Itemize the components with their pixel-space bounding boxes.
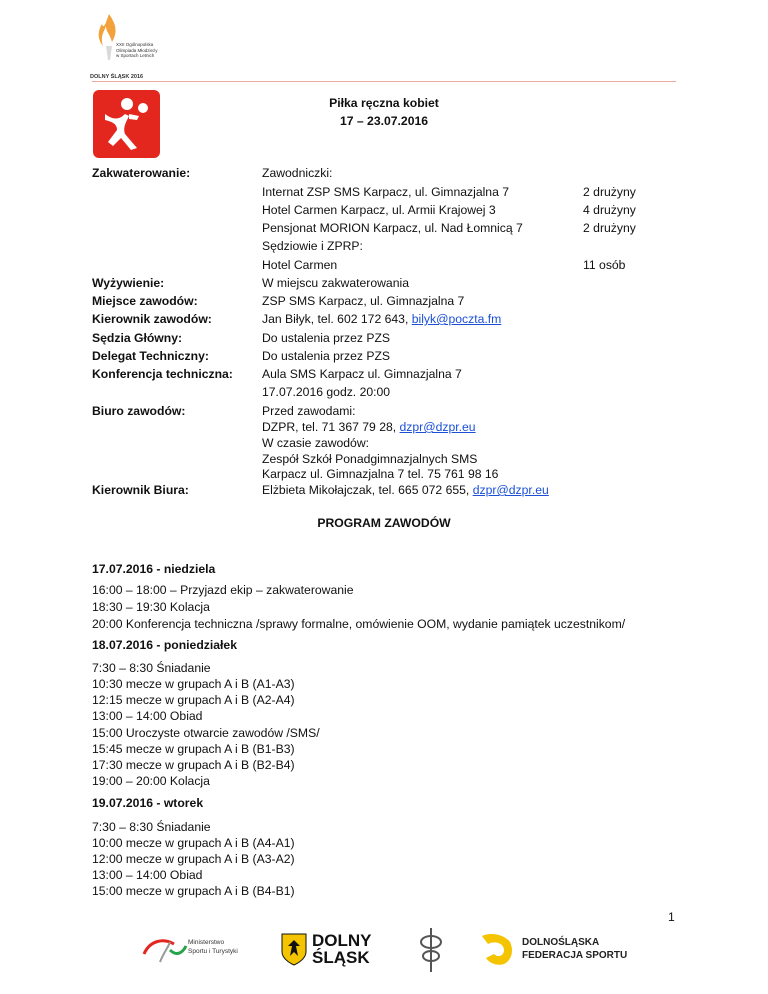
label-zakwaterowanie: Zakwaterowanie: (92, 166, 191, 180)
label-miejsce: Miejsce zawodów: (92, 294, 198, 308)
kierownik-text: Jan Biłyk, tel. 602 172 643, (262, 312, 412, 326)
sedziowie-heading: Sędziowie i ZPRP: (262, 239, 363, 253)
value-biuro-5: Karpacz ul. Gimnazjalna 7 tel. 75 761 98 16 (262, 467, 499, 481)
value-miejsce: ZSP SMS Karpacz, ul. Gimnazjalna 7 (262, 294, 465, 308)
value-konferencja-1: Aula SMS Karpacz ul. Gimnazjalna 7 (262, 367, 462, 381)
value-wyzywienie: W miejscu zakwaterowania (262, 276, 409, 290)
eagle-shield-icon (280, 932, 308, 966)
label-delegat: Delegat Techniczny: (92, 349, 209, 363)
label-konferencja: Konferencja techniczna: (92, 367, 233, 381)
lodging-place-2: Hotel Carmen Karpacz, ul. Armii Krajowej 3 (262, 203, 496, 217)
lodging-count-1: 2 drużyny (583, 185, 636, 199)
kier-biura-text: Elżbieta Mikołajczak, tel. 665 072 655, (262, 483, 473, 497)
federacja-mark-icon (478, 930, 516, 968)
federation-emblem-icon (416, 926, 446, 974)
day-3-date: 19.07.2016 - wtorek (92, 796, 204, 810)
value-kierownik (262, 312, 501, 326)
day-3-item: 7:30 – 8:30 Śniadanie (92, 820, 211, 834)
value-biuro-2 (262, 420, 476, 434)
lodging-place-3: Pensjonat MORION Karpacz, ul. Nad Łomnicą 7 (262, 221, 523, 235)
day-2-item: 15:45 mecze w grupach A i B (B1-B3) (92, 742, 295, 756)
lodging-count-3: 2 drużyny (583, 221, 636, 235)
logo-line-3: w Sportach Letnich (116, 53, 155, 58)
federacja-logo (478, 928, 648, 970)
logo-line-2: Olimpiada Młodzieży (116, 47, 158, 53)
day-2-item: 7:30 – 8:30 Śniadanie (92, 661, 211, 675)
federacja-line-2: FEDERACJA SPORTU (522, 950, 628, 961)
zawodniczki-heading: Zawodniczki: (262, 166, 333, 180)
day-1-date: 17.07.2016 - niedziela (92, 562, 216, 576)
document-title: Piłka ręczna kobiet (329, 96, 439, 110)
value-kierownik-biura (262, 483, 549, 497)
hotel-carmen: Hotel Carmen (262, 258, 338, 272)
hotel-carmen-count: 11 osób (583, 258, 626, 272)
biuro-text: DZPR, tel. 71 367 79 28, (262, 420, 400, 434)
ministry-line-1: Ministerstwo (188, 939, 225, 946)
day-2-item: 13:00 – 14:00 Obiad (92, 709, 203, 723)
label-sedzia: Sędzia Główny: (92, 331, 183, 345)
day-3-item: 15:00 mecze w grupach A i B (B4-B1) (92, 884, 295, 898)
day-2-date: 18.07.2016 - poniedziałek (92, 638, 237, 652)
value-konferencja-2: 17.07.2016 godz. 20:00 (262, 385, 391, 399)
day-2-item: 19:00 – 20:00 Kolacja (92, 774, 210, 788)
day-1-item: 20:00 Konferencja techniczna /sprawy formalne, omówienie OOM, wydanie pamiątek uczestnikom/ (92, 617, 626, 631)
label-kierownik-biura: Kierownik Biura: (92, 483, 189, 497)
value-sedzia: Do ustalenia przez PZS (262, 331, 391, 345)
day-2-item: 12:15 mecze w grupach A i B (A2-A4) (92, 693, 295, 707)
day-3-item: 10:00 mecze w grupach A i B (A4-A1) (92, 836, 295, 850)
lodging-place-1: Internat ZSP SMS Karpacz, ul. Gimnazjalna 7 (262, 185, 510, 199)
biuro-email-link[interactable]: dzpr@dzpr.eu (399, 420, 476, 434)
logo-line-4: DOLNY ŚLĄSK 2016 (90, 74, 144, 80)
value-biuro-3: W czasie zawodów: (262, 436, 370, 450)
olympiad-logo (90, 12, 180, 82)
value-biuro-4: Zespół Szkół Ponadgimnazjalnych SMS (262, 452, 478, 466)
day-2-item: 10:30 mecze w grupach A i B (A1-A3) (92, 677, 295, 691)
day-3-item: 12:00 mecze w grupach A i B (A3-A2) (92, 852, 295, 866)
ministry-logo (140, 928, 260, 968)
dolny-line-1: DOLNY (312, 931, 372, 950)
kier-biura-email-link[interactable]: dzpr@dzpr.eu (472, 483, 549, 497)
label-kierownik: Kierownik zawodów: (92, 312, 212, 326)
header-divider (92, 81, 676, 82)
logo-line-1: XXII Ogólnopolska (116, 42, 154, 47)
ministry-emblem-icon (140, 932, 188, 966)
federacja-line-1: DOLNOŚLĄSKA (522, 937, 600, 948)
day-3-item: 13:00 – 14:00 Obiad (92, 868, 203, 882)
day-1-item: 18:30 – 19:30 Kolacja (92, 600, 210, 614)
kierownik-email-link[interactable]: bilyk@poczta.fm (411, 312, 502, 326)
document-dates: 17 – 23.07.2016 (339, 114, 429, 128)
dolny-slask-logo (280, 928, 390, 970)
day-2-item: 15:00 Uroczyste otwarcie zawodów /SMS/ (92, 726, 320, 740)
value-biuro-1: Przed zawodami: (262, 404, 356, 418)
day-1-item: 16:00 – 18:00 – Przyjazd ekip – zakwaterowanie (92, 583, 354, 597)
dolny-line-2: ŚLĄSK (312, 948, 370, 967)
ministry-line-2: Sportu i Turystyki (188, 948, 238, 955)
page-number: 1 (668, 910, 675, 924)
day-2-item: 17:30 mecze w grupach A i B (B2-B4) (92, 758, 295, 772)
label-wyzywienie: Wyżywienie: (92, 276, 165, 290)
value-delegat: Do ustalenia przez PZS (262, 349, 391, 363)
program-title: PROGRAM ZAWODÓW (317, 516, 451, 530)
label-biuro: Biuro zawodów: (92, 404, 186, 418)
lodging-count-2: 4 drużyny (583, 203, 636, 217)
